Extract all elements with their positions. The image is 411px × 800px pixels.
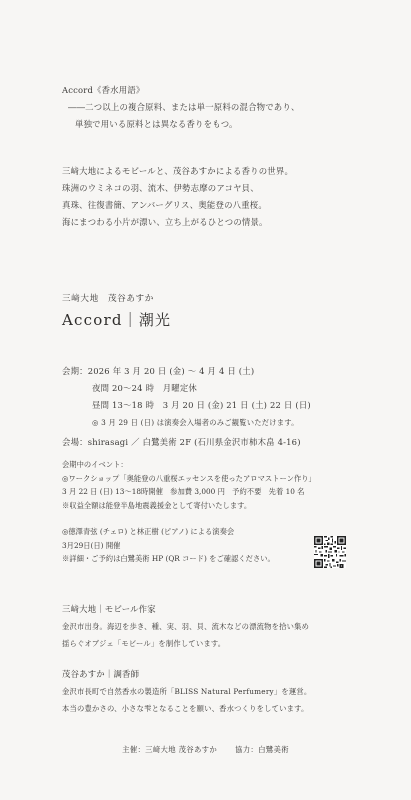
cooperation-credit: 協力：白鷺美術: [235, 745, 289, 754]
events-block: [62, 458, 316, 566]
intro-line: 三﨑大地によるモビールと、茂谷あすかによる香りの世界。: [62, 166, 294, 176]
concert-line: 3月29日(日) 開催: [62, 540, 121, 550]
bio-misaki: [62, 601, 309, 652]
bio-line: 揺らぐオブジェ「モビール」を制作しています。: [62, 639, 226, 648]
definition-block: [62, 82, 300, 133]
schedule-block: [62, 363, 311, 451]
credits-footer: [0, 744, 411, 755]
exhibition-title: Accord｜潮光: [62, 311, 172, 329]
qr-code-icon[interactable]: [314, 536, 346, 568]
concert-line: ※詳細・ご予約は白鷺美術 HP (QR コード) をご確認ください。: [62, 554, 275, 563]
bio-line: 金沢市長町で自然香水の製造所「BLISS Natural Perfumery」を運営。: [62, 687, 312, 696]
workshop-line: ※収益全額は能登半島地震義援金として寄付いたします。: [62, 500, 252, 510]
bio-heading: 茂谷あすか｜調香師: [62, 669, 140, 679]
schedule-day: 昼間 13〜18 時 3 月 20 日 (金) 21 日 (土) 22 日 (日): [92, 400, 311, 410]
intro-line: 海にまつわる小片が漂い、立ち上がるひとつの情景。: [62, 217, 268, 227]
bio-shigetani: [62, 666, 311, 717]
workshop-line: 3 月 22 日 (日) 13〜18時開催 参加費 3,000 円 予約不要 先着 10 名: [62, 487, 305, 496]
intro-block: [62, 163, 293, 231]
schedule-note: ◎ 3 月 29 日 (日) は演奏会入場者のみご観覧いただけます。: [92, 418, 299, 427]
definition-line-1: ――二つ以上の複合原料、または単一原料の混合物であり、: [68, 102, 300, 112]
definition-term: Accord《香水用語》: [62, 85, 145, 95]
schedule-period: 会期：2026 年 3 月 20 日 (金) 〜 4 月 4 日 (土): [62, 366, 255, 376]
organizer-credit: 主催：三﨑大地 茂谷あすか: [122, 745, 218, 754]
exhibition-header: [62, 292, 171, 330]
schedule-night: 夜間 20〜24 時 月曜定休: [92, 383, 198, 393]
intro-line: 真珠、往復書簡、アンバーグリス、奥能登の八重桜。: [62, 200, 267, 210]
workshop-line: ◎ワークショップ「奥能登の八重桜エッセンスを使ったアロマストーン作り」: [62, 473, 316, 483]
events-heading: 会期中のイベント：: [62, 460, 128, 469]
bio-heading: 三﨑大地｜モビール作家: [62, 604, 156, 614]
schedule-venue: 会場：shirasagi ／ 白鷺美術 2F (石川県金沢市柿木畠 4-16): [62, 437, 301, 447]
bio-line: 本当の豊かさの、小さな雫となることを願い、香水つくりをしています。: [62, 704, 309, 713]
bio-line: 金沢市出身。海辺を歩き、種、実、羽、貝、流木などの漂流物を拾い集め: [62, 622, 310, 631]
definition-line-2: 単独で用いる原料とは異なる香りをもつ。: [75, 119, 238, 129]
artist-names: 三﨑大地 茂谷あすか: [62, 294, 154, 304]
concert-line: ◎徳澤青弦 (チェロ) と林正樹 (ピアノ) による演奏会: [62, 527, 235, 536]
intro-line: 珠洲のウミネコの羽、流木、伊勢志摩のアコヤ貝、: [62, 183, 259, 193]
